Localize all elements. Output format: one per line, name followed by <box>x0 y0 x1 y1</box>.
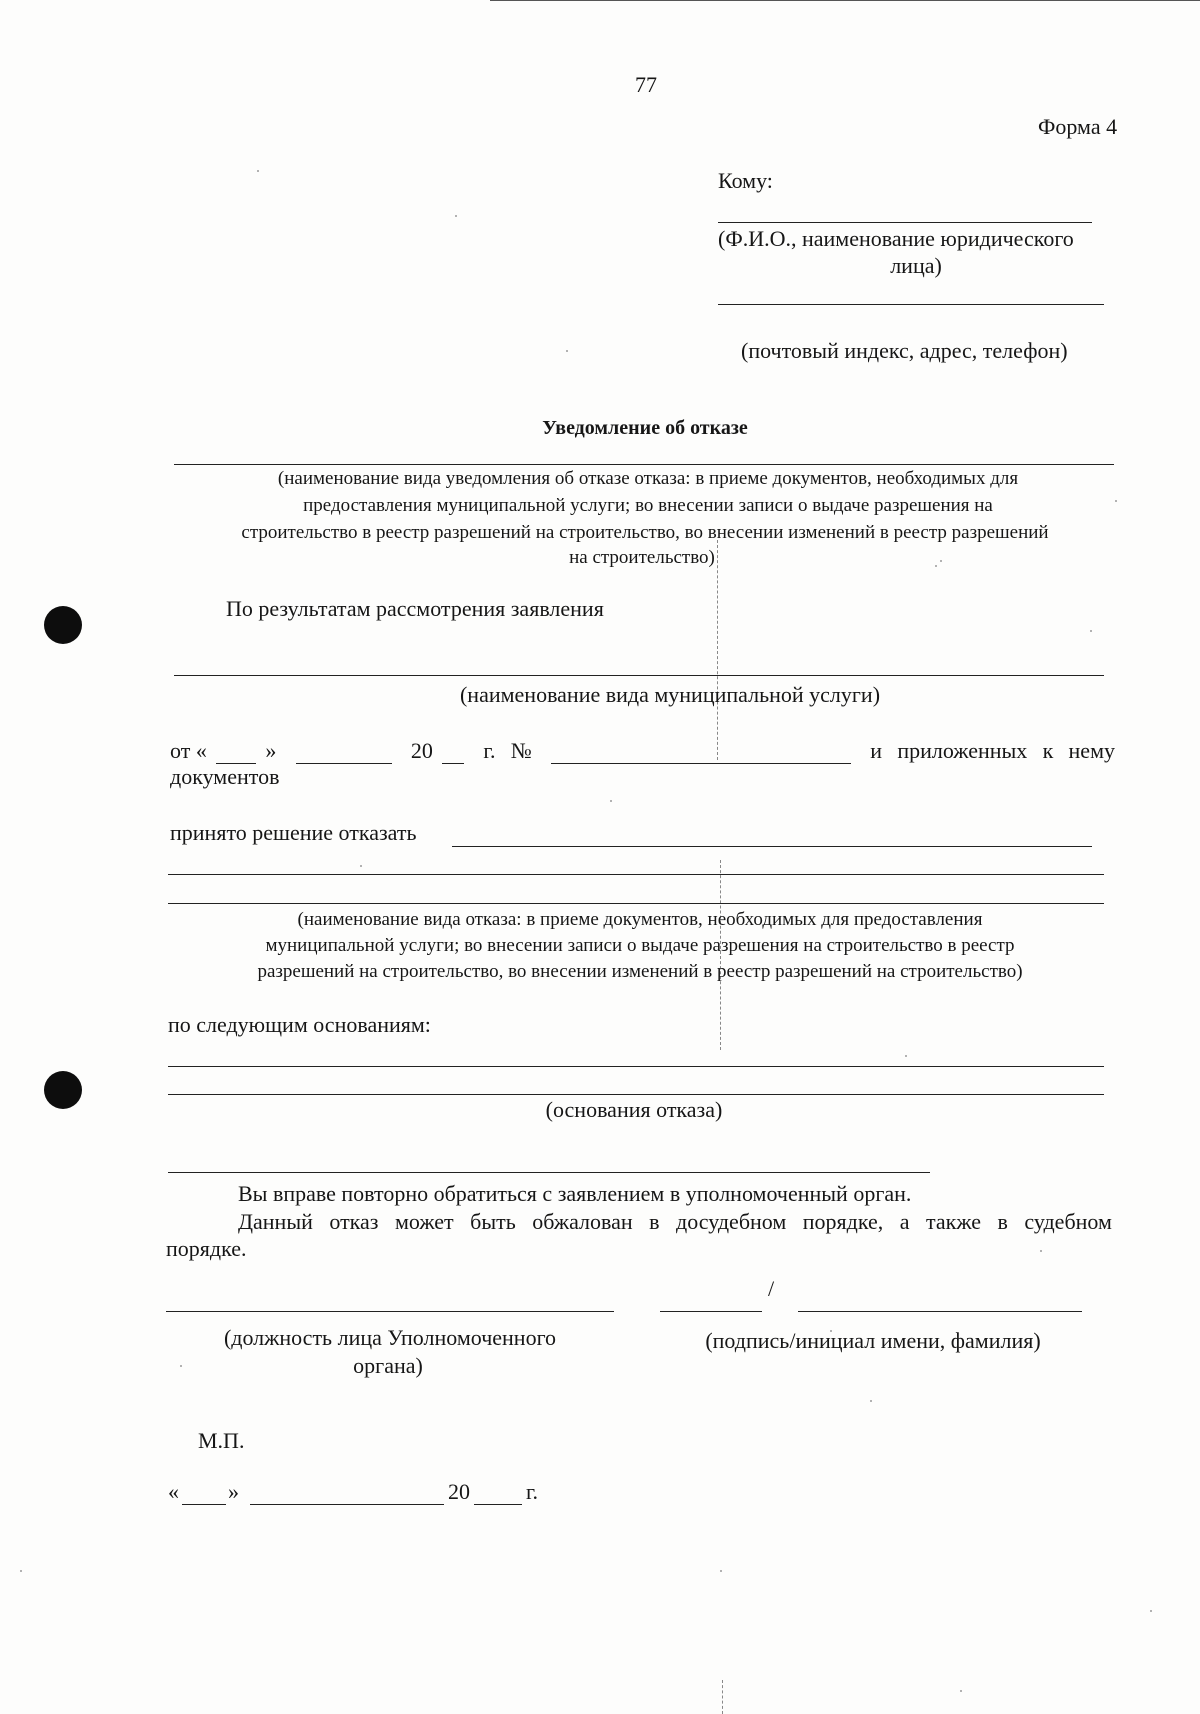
appeal-word: в <box>649 1209 660 1234</box>
scan-speck <box>935 565 937 567</box>
scan-speck <box>1090 630 1092 632</box>
documents-word: документов <box>170 764 280 789</box>
appeal-word: порядке, <box>802 1209 884 1234</box>
appeal-line-1 <box>238 1209 1112 1235</box>
position-caption-line2: органа) <box>353 1353 423 1378</box>
appeal-line-2: порядке. <box>166 1236 247 1261</box>
form-label: Форма 4 <box>1038 114 1118 139</box>
recipient-name-caption-line2: лица) <box>890 253 942 278</box>
number-blank <box>551 745 851 764</box>
stamp-label: М.П. <box>198 1428 245 1453</box>
recipient-address-line <box>718 304 1104 305</box>
signature-day-blank <box>182 1504 226 1505</box>
scan-speck <box>455 215 457 217</box>
year-prefix: 20 <box>410 738 433 763</box>
recipient-name-line <box>718 222 1092 223</box>
top-edge-line <box>490 0 1200 1</box>
notice-type-caption-4: на строительство) <box>569 547 715 568</box>
signature-line <box>660 1311 762 1312</box>
fold-mark-vertical <box>717 540 718 760</box>
scan-speck <box>257 170 259 172</box>
scan-speck <box>1150 1610 1152 1612</box>
page-number: 77 <box>635 72 657 97</box>
signature-year-blank <box>474 1504 522 1505</box>
signature-month-blank <box>250 1504 444 1505</box>
signature-slash: / <box>768 1276 775 1301</box>
signature-year-suffix: г. <box>526 1479 539 1504</box>
scan-speck <box>960 1690 962 1692</box>
reapply-text: Вы вправе повторно обратиться с заявлением в уполномоченный орган. <box>238 1181 912 1206</box>
signature-year-prefix: 20 <box>448 1479 470 1504</box>
scan-speck <box>720 1570 722 1572</box>
scan-speck <box>360 865 362 867</box>
attached-word-4: нему <box>1068 738 1115 763</box>
grounds-line-3 <box>168 1172 930 1173</box>
position-line <box>166 1311 614 1312</box>
refusal-type-caption-1: (наименование вида отказа: в приеме документов, необходимых для предоставления <box>297 909 983 930</box>
appeal-word: в <box>997 1209 1008 1234</box>
appeal-word: судебном <box>1024 1209 1112 1234</box>
grounds-line-2 <box>168 1094 1104 1095</box>
scan-speck <box>870 1400 872 1402</box>
scan-speck <box>180 1365 182 1367</box>
number-sign: № <box>510 738 532 763</box>
punch-hole-top <box>44 606 82 644</box>
decision-line-2 <box>168 874 1104 875</box>
attached-word-2: приложенных <box>897 738 1028 763</box>
grounds-line-1 <box>168 1066 1104 1067</box>
appeal-word: может <box>394 1209 454 1234</box>
appeal-word: а <box>899 1209 910 1234</box>
notice-type-caption-3: строительство в реестр разрешений на строительство, во внесении изменений в реестр разрешений <box>241 522 1049 543</box>
decision-line-3 <box>168 903 1104 904</box>
scan-speck <box>905 1055 907 1057</box>
scan-speck <box>20 1570 22 1572</box>
recipient-name-caption: (Ф.И.О., наименование юридического <box>718 226 1074 251</box>
signature-date-open: « <box>168 1479 179 1504</box>
document-title: Уведомление об отказе <box>542 417 748 439</box>
date-from-label: от « <box>170 738 207 763</box>
scan-speck <box>610 800 612 802</box>
appeal-word: также <box>926 1209 982 1234</box>
notice-type-caption-1: (наименование вида уведомления об отказе отказа: в приеме документов, необходимых для <box>277 468 1019 489</box>
application-date-row <box>170 738 1115 764</box>
review-text: По результатам рассмотрения заявления <box>226 596 604 621</box>
appeal-word: Данный <box>238 1209 313 1234</box>
year-blank <box>442 745 464 764</box>
punch-hole-bottom <box>44 1071 82 1109</box>
day-blank <box>216 745 256 764</box>
appeal-word: отказ <box>329 1209 379 1234</box>
month-blank <box>296 745 392 764</box>
year-suffix: г. <box>483 738 496 763</box>
attached-word-1: и <box>870 738 883 763</box>
recipient-address-caption: (почтовый индекс, адрес, телефон) <box>741 338 1068 363</box>
appeal-word: быть <box>470 1209 516 1234</box>
appeal-word: досудебном <box>676 1209 787 1234</box>
notice-type-caption-2: предоставления муниципальной услуги; во внесении записи о выдаче разрешения на <box>303 495 993 516</box>
notice-type-line <box>174 464 1114 465</box>
signature-caption: (подпись/инициал имени, фамилия) <box>705 1328 1041 1353</box>
decision-text: принято решение отказать <box>170 820 417 845</box>
service-caption: (наименование вида муниципальной услуги) <box>459 682 881 707</box>
grounds-caption: (основания отказа) <box>545 1097 723 1122</box>
name-line <box>798 1311 1082 1312</box>
refusal-type-caption-3: разрешений на строительство, во внесении изменений в реестр разрешений на строительство) <box>257 961 1023 982</box>
scan-speck <box>566 350 568 352</box>
refusal-type-caption-2: муниципальной услуги; во внесении записи о выдаче разрешения на строительство в реестр <box>265 935 1015 956</box>
scan-speck <box>1040 1250 1042 1252</box>
recipient-label: Кому: <box>718 168 773 193</box>
scan-speck <box>940 560 942 562</box>
grounds-text: по следующим основаниям: <box>168 1012 431 1037</box>
scan-speck <box>1115 500 1117 502</box>
position-caption-line1: (должность лица Уполномоченного <box>223 1325 557 1350</box>
signature-date-close: » <box>228 1479 239 1504</box>
service-line <box>174 675 1104 676</box>
attached-word-3: к <box>1042 738 1054 763</box>
date-close-quote: » <box>265 738 277 763</box>
fold-mark-bottom <box>722 1680 723 1714</box>
appeal-word: обжалован <box>532 1209 633 1234</box>
decision-line-1 <box>452 846 1092 847</box>
